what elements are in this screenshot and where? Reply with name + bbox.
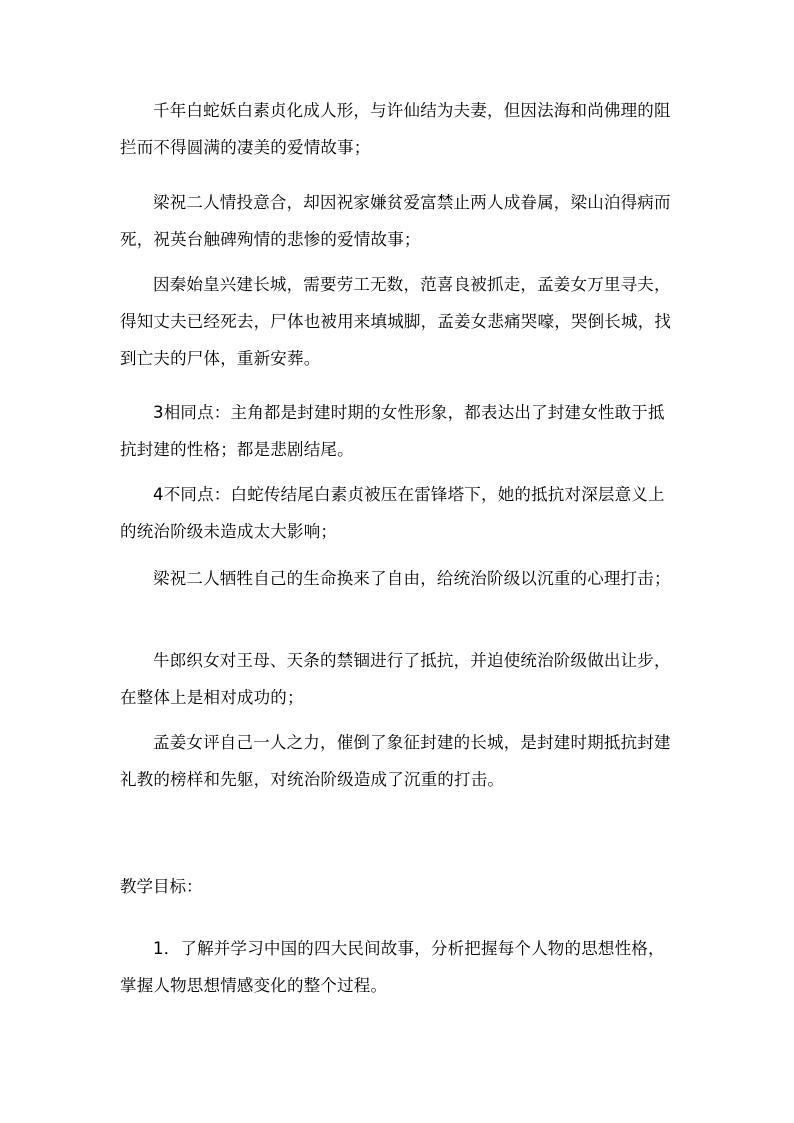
- teaching-objectives-heading: 教学目标：: [120, 877, 203, 896]
- paragraph-liangzhu: 梁祝二人情投意合，却因祝家嫌贫爱富禁止两人成眷属，梁山泊得病而死，祝英台触碑殉情的悲惨的爱情故事；: [120, 193, 671, 249]
- paragraph-niulang-difference: 牛郎织女对王母、天条的禁锢进行了抵抗，并迫使统治阶级做出让步，在整体上是相对成功的；: [120, 651, 671, 707]
- teaching-objective-item: 1．了解并学习中国的四大民间故事，分析把握每个人物的思想性格，掌握人物思想情感变化的整个过程。: [120, 939, 665, 995]
- paragraph-similarities: 3相同点：主角都是封建时期的女性形象，都表达出了封建女性敢于抵抗封建的性格；都是悲剧结尾。: [120, 403, 665, 459]
- paragraph-mengjiangnv: 因秦始皇兴建长城，需要劳工无数，范喜良被抓走，孟姜女万里寻夫，得知丈夫已经死去，尸体也被用来填城脚，孟姜女悲痛哭嚎，哭倒长城，找到亡夫的尸体，重新安葬。: [120, 275, 672, 368]
- paragraph-baishe: 千年白蛇妖白素贞化成人形，与许仙结为夫妻，但因法海和尚佛理的阻拦而不得圆满的凄美的爱情故事；: [120, 101, 671, 157]
- paragraph-differences: 4不同点：白蛇传结尾白素贞被压在雷锋塔下，她的抵抗对深层意义上的统治阶级未造成太大影响；: [120, 485, 665, 541]
- paragraph-liangzhu-difference: 梁祝二人牺牲自己的生命换来了自由，给统治阶级以沉重的心理打击；: [153, 569, 671, 588]
- paragraph-mengjiangnv-difference: 孟姜女评自己一人之力，催倒了象征封建的长城，是封建时期抵抗封建礼教的榜样和先躯，对统治阶级造成了沉重的打击。: [120, 733, 671, 789]
